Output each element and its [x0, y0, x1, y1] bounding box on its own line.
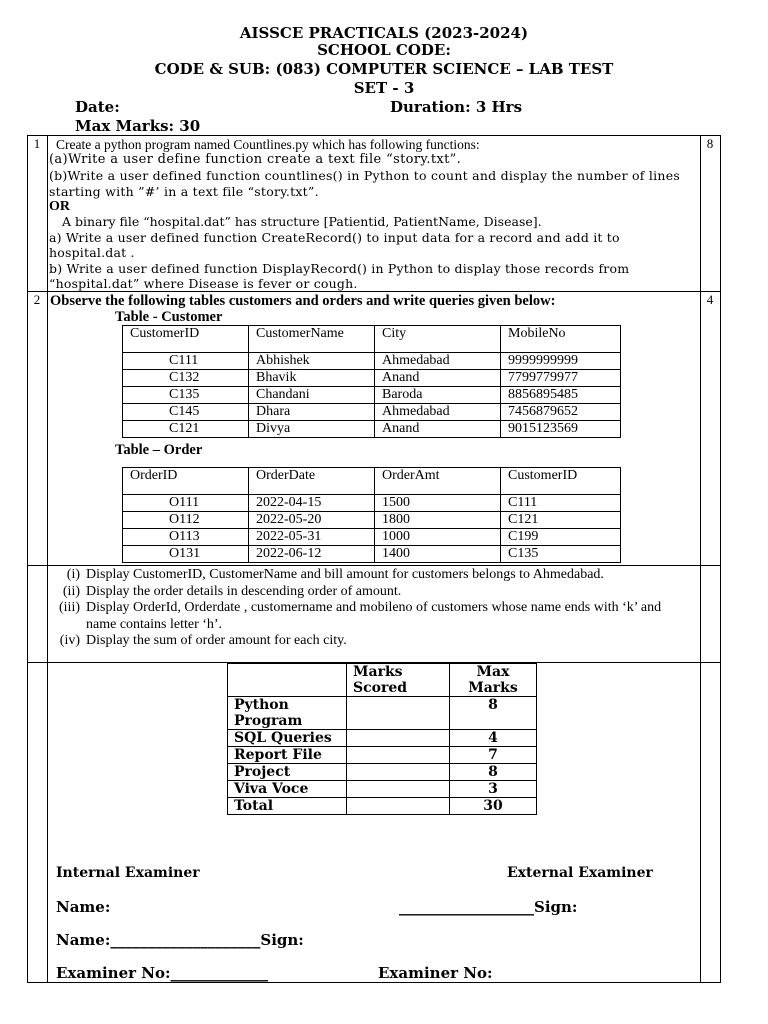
table-cell: Abhishek: [249, 353, 375, 370]
query-item: [52, 584, 692, 601]
scored-cell[interactable]: [347, 730, 450, 747]
subject-line: CODE & SUB: (083) COMPUTER SCIENCE – LAB TEST: [154, 60, 614, 78]
table-cell: 1800: [375, 512, 501, 529]
grid-right-border: [720, 135, 721, 983]
table-cell: Ahmedabad: [375, 404, 501, 421]
duration-label: Duration: 3 Hrs: [390, 98, 523, 116]
table-cell: Anand: [375, 370, 501, 387]
customer-table-title: Table - Customer: [115, 309, 223, 325]
q2-marks: 4: [706, 292, 714, 307]
component-cell: Report File: [228, 747, 347, 764]
query-text: Display OrderId, Orderdate , customername and mobileno of customers whose name ends with ‘k’ and name contains letter ‘h’.: [86, 600, 662, 632]
table-cell: Dhara: [249, 404, 375, 421]
marks-row: [228, 747, 537, 764]
internal-name-label: Name:: [56, 898, 111, 916]
component-cell: Viva Voce: [228, 781, 347, 798]
q2-number: 2: [33, 292, 41, 307]
table-cell: Baroda: [375, 387, 501, 404]
component-cell: SQL Queries: [228, 730, 347, 747]
query-text: Display the order details in descending order of amount.: [86, 583, 402, 599]
table-cell: C121: [501, 512, 621, 529]
query-number: (ii): [62, 583, 80, 599]
grid-row-divider-2: [27, 565, 721, 566]
table-cell: 2022-06-12: [249, 546, 375, 563]
marks-table-header: [228, 664, 537, 697]
order-table-title: Table – Order: [115, 442, 203, 458]
set-number: SET - 3: [353, 79, 415, 97]
marks-row: [228, 764, 537, 781]
grid-number-divider: [47, 135, 48, 983]
table-cell: C132: [123, 370, 249, 387]
table-row: [123, 353, 621, 370]
table-row: [123, 387, 621, 404]
marks-row: [228, 798, 537, 815]
table-cell: C199: [501, 529, 621, 546]
table-row: [123, 529, 621, 546]
marks-row: [228, 697, 537, 730]
header-cell: OrderAmt: [375, 468, 501, 495]
max-marks-label: Max Marks: 30: [75, 117, 201, 135]
query-number: (iii): [59, 600, 80, 615]
header-cell: CustomerID: [123, 326, 249, 353]
exam-title: AISSCE PRACTICALS (2023-2024): [239, 24, 529, 42]
internal-examiner-label: Internal Examiner: [56, 865, 200, 881]
grid-top-border: [27, 135, 721, 136]
header-cell: City: [375, 326, 501, 353]
scored-cell[interactable]: [347, 747, 450, 764]
external-examiner-label: External Examiner: [507, 865, 653, 881]
table-cell: 8856895485: [501, 387, 621, 404]
q2-intro: Observe the following tables customers and orders and write queries given below:: [50, 293, 556, 309]
grid-marks-divider: [700, 135, 701, 983]
table-row: [123, 404, 621, 421]
q1-alt-part-a: a) Write a user defined function CreateRecord() to input data for a record and add it to hospital.dat .: [49, 229, 620, 260]
scored-cell[interactable]: [347, 697, 450, 730]
header-cell: OrderDate: [249, 468, 375, 495]
header-cell: [228, 664, 347, 697]
school-code: SCHOOL CODE:: [317, 41, 451, 59]
table-cell: 1400: [375, 546, 501, 563]
table-cell: 9015123569: [501, 421, 621, 438]
order-table: [122, 467, 621, 563]
scored-cell[interactable]: [347, 781, 450, 798]
table-cell: 2022-05-20: [249, 512, 375, 529]
internal-name-sign-field[interactable]: Name:____________________Sign:: [56, 931, 304, 949]
marks-row: [228, 781, 537, 798]
scored-cell[interactable]: [347, 764, 450, 781]
query-list: [52, 567, 692, 650]
header-cell: Marks Scored: [347, 664, 450, 697]
customer-table-header: [123, 326, 621, 353]
query-item: [52, 600, 692, 633]
q1-alt-intro: A binary file “hospital.dat” has structure [Patientid, PatientName, Disease].: [62, 214, 542, 229]
table-cell: 1000: [375, 529, 501, 546]
table-cell: C135: [123, 387, 249, 404]
table-cell: C111: [501, 495, 621, 512]
grid-left-border: [27, 135, 28, 983]
header-cell: OrderID: [123, 468, 249, 495]
table-cell: O131: [123, 546, 249, 563]
query-number: (iv): [59, 633, 80, 648]
query-text: Display CustomerID, CustomerName and bill amount for customers belongs to Ahmedabad.: [86, 567, 604, 582]
table-cell: Divya: [249, 421, 375, 438]
max-marks-cell: 30: [450, 798, 537, 815]
table-row: [123, 512, 621, 529]
table-cell: C145: [123, 404, 249, 421]
table-cell: C111: [123, 353, 249, 370]
external-sign-field[interactable]: __________________Sign:: [399, 898, 578, 916]
max-marks-cell: 4: [450, 730, 537, 747]
table-cell: O112: [123, 512, 249, 529]
table-cell: 1500: [375, 495, 501, 512]
table-cell: O113: [123, 529, 249, 546]
date-label: Date:: [75, 98, 120, 116]
query-number: (i): [66, 567, 80, 582]
header-cell: Max Marks: [450, 664, 537, 697]
header-cell: MobileNo: [501, 326, 621, 353]
max-marks-cell: 7: [450, 747, 537, 764]
q1-or: OR: [49, 199, 70, 214]
query-text: Display the sum of order amount for each city.: [86, 633, 347, 648]
q1-number: 1: [33, 136, 41, 151]
query-item: [52, 567, 692, 584]
order-table-header: [123, 468, 621, 495]
table-row: [123, 546, 621, 563]
q1-alt-part-b: b) Write a user defined function DisplayRecord() in Python to display those records from “hospital.dat” where Disease is fever or cough.: [49, 260, 630, 291]
header-cell: CustomerID: [501, 468, 621, 495]
q1-part-b: (b)Write a user defined function countlines() in Python to count and display the number of lines starting with ”#’ in a text file “story.txt”.: [49, 168, 681, 199]
table-cell: Bhavik: [249, 370, 375, 387]
table-cell: Anand: [375, 421, 501, 438]
table-cell: Chandani: [249, 387, 375, 404]
max-marks-cell: 8: [450, 697, 537, 730]
table-cell: 7799779977: [501, 370, 621, 387]
q1-intro: Create a python program named Countlines.py which has following functions:: [56, 137, 480, 152]
external-examiner-no-label: Examiner No:: [378, 964, 493, 982]
scored-cell[interactable]: [347, 798, 450, 815]
table-cell: 2022-05-31: [249, 529, 375, 546]
table-row: [123, 370, 621, 387]
table-cell: Ahmedabad: [375, 353, 501, 370]
query-item: [52, 633, 692, 650]
table-cell: 7456879652: [501, 404, 621, 421]
table-cell: C135: [501, 546, 621, 563]
component-cell: Python Program: [228, 697, 347, 730]
table-row: [123, 421, 621, 438]
grid-bottom-border: [27, 982, 721, 983]
table-cell: C121: [123, 421, 249, 438]
internal-examiner-no-field[interactable]: Examiner No:_____________: [56, 964, 268, 982]
table-row: [123, 495, 621, 512]
q1-marks: 8: [706, 136, 714, 151]
header-cell: CustomerName: [249, 326, 375, 353]
marks-table: [227, 663, 537, 815]
customer-table: [122, 325, 621, 438]
table-cell: 9999999999: [501, 353, 621, 370]
marks-row: [228, 730, 537, 747]
component-cell: Project: [228, 764, 347, 781]
q1-part-a: (a)Write a user define function create a text file “story.txt”.: [49, 152, 462, 167]
max-marks-cell: 3: [450, 781, 537, 798]
q1-content: [49, 137, 699, 292]
table-cell: 2022-04-15: [249, 495, 375, 512]
max-marks-cell: 8: [450, 764, 537, 781]
component-cell: Total: [228, 798, 347, 815]
table-cell: O111: [123, 495, 249, 512]
